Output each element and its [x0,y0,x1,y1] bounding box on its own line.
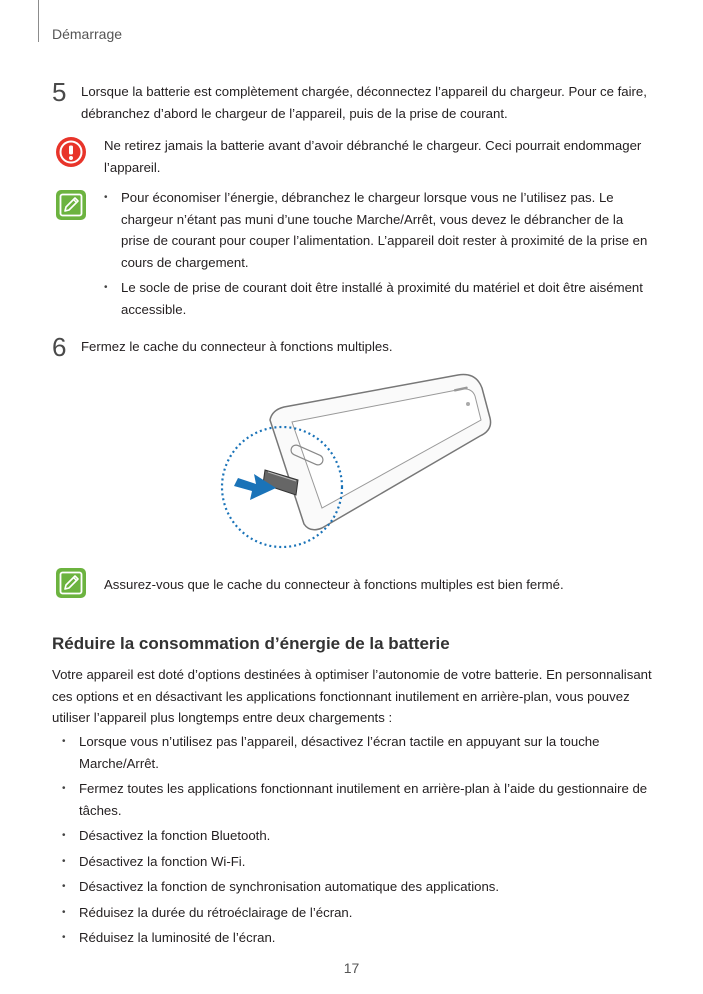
note-icon [56,568,86,598]
step-number-6: 6 [52,332,67,362]
warning-icon [56,137,86,167]
step-5-text: Lorsque la batterie est complètement chargée, déconnectez l’appareil du chargeur. Pour ce faire, débranchez d’abord le chargeur de l’appareil, puis de la prise de courant. [81,84,647,121]
list-item: • Le socle de prise de courant doit être installé à proximité du matériel et doit être aisément accessible. [104,277,654,320]
list-item: • Désactivez la fonction Bluetooth. [62,825,652,847]
warning-text: Ne retirez jamais la batterie avant d’avoir débranché le chargeur. Ceci pourrait endommager l’appareil. [104,138,642,175]
section-title: Réduire la consommation d’énergie de la batterie [52,634,450,653]
step-number-5: 5 [52,77,67,107]
page-number: 17 [343,960,360,976]
section-list [62,731,652,953]
list-item: • Réduisez la luminosité de l’écran. [62,927,652,949]
list-item: • Désactivez la fonction Wi-Fi. [62,851,652,873]
note-icon [56,190,86,220]
phone-illustration [210,360,510,560]
list-item: • Pour économiser l’énergie, débranchez le chargeur lorsque vous ne l’utilisez pas. Le chargeur n’étant pas muni d’une touche Marche/Arrêt, vous devez le débrancher de la prise de courant pour couper l’alimentation. L’appareil doit rester à proximité de la prise en cours de chargement. [104,187,654,273]
list-item: • Lorsque vous n’utilisez pas l’appareil, désactivez l’écran tactile en appuyant sur la touche Marche/Arrêt. [62,731,652,774]
chapter-title: Démarrage [52,26,123,42]
section-intro: Votre appareil est doté d’options destinées à optimiser l’autonomie de votre batterie. En personnalisant ces options et en désactivant les applications fonctionnant inutilement en arrière-plan, vous pouvez utiliser l’appareil plus longtemps entre deux chargements : [52,667,652,725]
list-item: • Désactivez la fonction de synchronisation automatique des applications. [62,876,652,898]
chapter-divider [38,0,39,42]
note-1-list [104,187,654,324]
list-item: • Fermez toutes les applications fonctionnant inutilement en arrière-plan à l’aide du gestionnaire de tâches. [62,778,652,821]
list-item: • Réduisez la durée du rétroéclairage de l’écran. [62,902,652,924]
step-6-text: Fermez le cache du connecteur à fonctions multiples. [81,339,393,354]
note-2-text: Assurez-vous que le cache du connecteur à fonctions multiples est bien fermé. [104,577,564,592]
